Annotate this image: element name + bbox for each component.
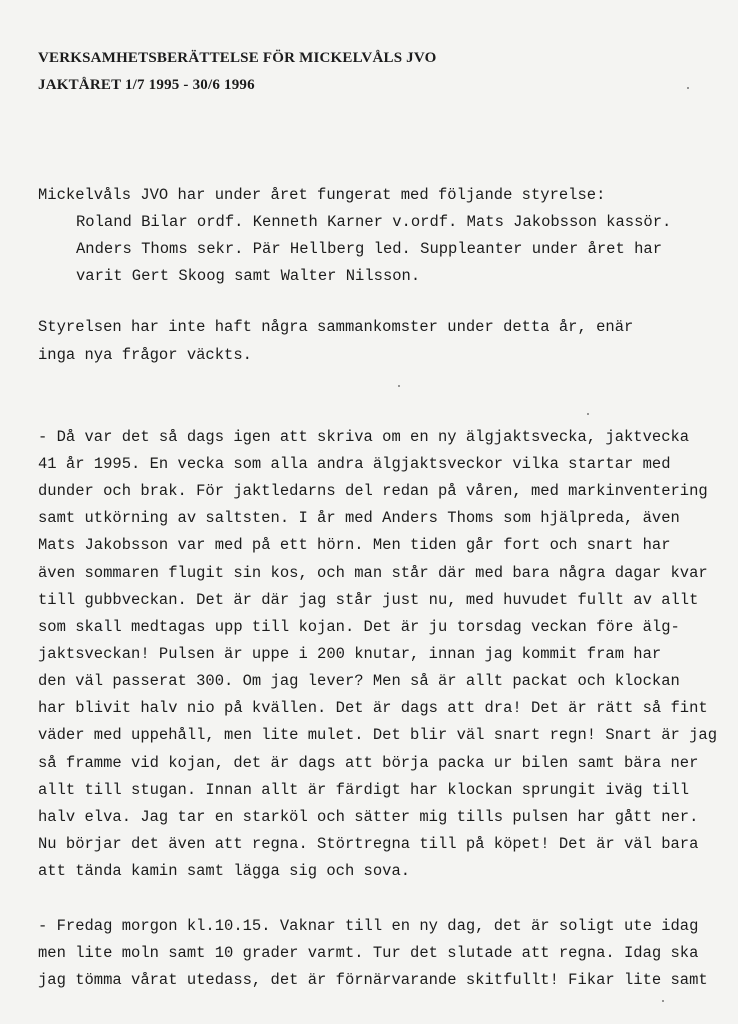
scan-speck bbox=[687, 87, 689, 89]
paragraph-3-line-6: även sommaren flugit sin kos, och man står där med bara några dagar kvar bbox=[38, 564, 708, 582]
paragraph-3-line-12: väder med uppehåll, men lite mulet. Det blir väl snart regn! Snart är jag bbox=[38, 726, 718, 744]
paragraph-3-line-10: den väl passerat 300. Om jag lever? Men så är allt packat och klockan bbox=[38, 672, 680, 690]
paragraph-3-line-15: halv elva. Jag tar en starköl och sätter mig tills pulsen har gått ner. bbox=[38, 808, 699, 826]
paragraph-3-line-3: dunder och brak. För jaktledarns del redan på våren, med markinventering bbox=[38, 482, 708, 500]
document-title-line-2: JAKTÅRET 1/7 1995 - 30/6 1996 bbox=[38, 77, 255, 93]
scan-speck bbox=[398, 385, 400, 387]
paragraph-3-line-17: att tända kamin samt lägga sig och sova. bbox=[38, 862, 411, 880]
paragraph-3-line-5: Mats Jakobsson var med på ett hörn. Men tiden går fort och snart har bbox=[38, 536, 671, 554]
paragraph-1-line-1: Mickelvåls JVO har under året fungerat med följande styrelse: bbox=[38, 186, 606, 204]
document-title-line-1: VERKSAMHETSBERÄTTELSE FÖR MICKELVÅLS JVO bbox=[38, 50, 437, 66]
paragraph-3-line-16: Nu börjar det även att regna. Störtregna till på köpet! Det är väl bara bbox=[38, 835, 699, 853]
scan-speck bbox=[587, 413, 589, 415]
paragraph-3-line-11: har blivit halv nio på kvällen. Det är dags att dra! Det är rätt så fint bbox=[38, 699, 708, 717]
paragraph-3-line-8: som skall medtagas upp till kojan. Det är ju torsdag veckan före älg- bbox=[38, 618, 680, 636]
paragraph-2-line-1: Styrelsen har inte haft några sammankomster under detta år, enär bbox=[38, 318, 634, 336]
paragraph-1-line-4: varit Gert Skoog samt Walter Nilsson. bbox=[76, 267, 421, 285]
paragraph-3-line-14: allt till stugan. Innan allt är färdigt har klockan sprungit iväg till bbox=[38, 781, 690, 799]
paragraph-1-line-2: Roland Bilar ordf. Kenneth Karner v.ordf. Mats Jakobsson kassör. bbox=[76, 213, 672, 231]
paragraph-3-line-4: samt utkörning av saltsten. I år med Anders Thoms som hjälpreda, även bbox=[38, 509, 680, 527]
paragraph-3-line-7: till gubbveckan. Det är där jag står just nu, med huvudet fullt av allt bbox=[38, 591, 699, 609]
paragraph-3-line-1: - Då var det så dags igen att skriva om en ny älgjaktsvecka, jaktvecka bbox=[38, 428, 690, 446]
paragraph-4-line-2: men lite moln samt 10 grader varmt. Tur det slutade att regna. Idag ska bbox=[38, 944, 699, 962]
paragraph-3-line-2: 41 år 1995. En vecka som alla andra älgjaktsveckor vilka startar med bbox=[38, 455, 671, 473]
paragraph-3-line-13: så framme vid kojan, det är dags att börja packa ur bilen samt bära ner bbox=[38, 754, 699, 772]
paragraph-4-line-3: jag tömma vårat utedass, det är förnärvarande skitfullt! Fikar lite samt bbox=[38, 971, 708, 989]
paragraph-3-line-9: jaktsveckan! Pulsen är uppe i 200 knutar, innan jag kommit fram har bbox=[38, 645, 662, 663]
paragraph-1-line-3: Anders Thoms sekr. Pär Hellberg led. Suppleanter under året har bbox=[76, 240, 662, 258]
paragraph-4-line-1: - Fredag morgon kl.10.15. Vaknar till en ny dag, det är soligt ute idag bbox=[38, 917, 699, 935]
scan-speck bbox=[662, 1000, 664, 1002]
paragraph-2-line-2: inga nya frågor väckts. bbox=[38, 346, 252, 364]
